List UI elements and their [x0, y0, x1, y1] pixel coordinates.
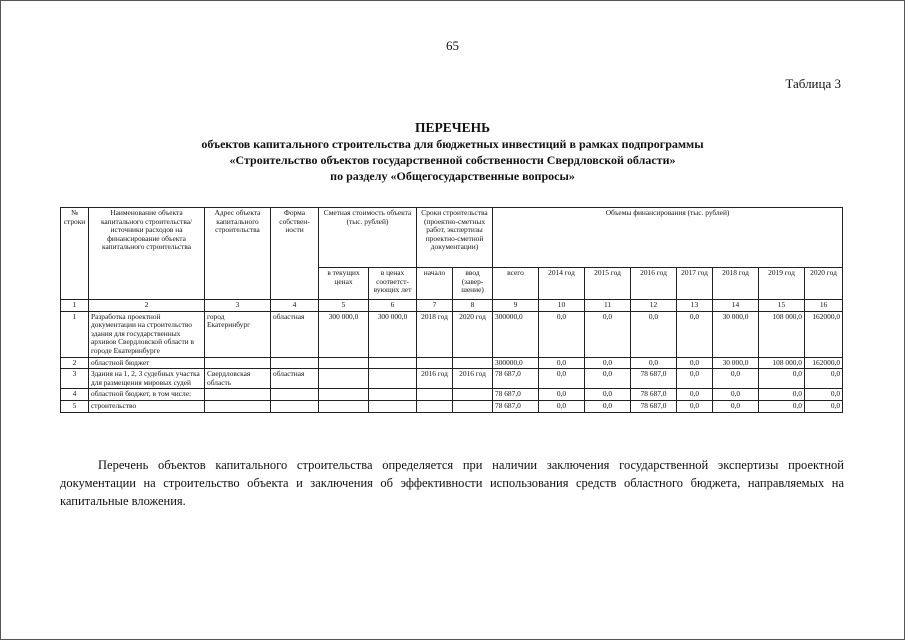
- object-name: Разработка проектной документации на строительство здания для государственных архивов Свердловской области в городе Екатеринбурге: [89, 311, 205, 357]
- page-number: 65: [446, 38, 459, 53]
- header-year: 2017 год: [677, 268, 713, 300]
- cost-current: [319, 400, 369, 412]
- table-row: [61, 369, 843, 389]
- header-address: Адрес объекта капитального строительства: [205, 208, 271, 300]
- column-number: 2: [89, 300, 205, 312]
- header-year: 2015 год: [585, 268, 631, 300]
- footnote-paragraph: Перечень объектов капитального строительства определяется при наличии заключения государственной экспертизы проектной документации на строительство объекта и заключения об эффективности использования средств областного бюджета, направляемых на капитальные вложения.: [60, 458, 844, 508]
- object-address: [205, 357, 271, 369]
- total-financing: 300000,0: [493, 357, 539, 369]
- column-number: 13: [677, 300, 713, 312]
- start-year: [417, 389, 453, 401]
- subtitle-line: объектов капитального строительства для бюджетных инвестиций в рамках подпрограммы: [201, 137, 704, 151]
- financing-2017: 0,0: [677, 311, 713, 357]
- row-number: 3: [61, 369, 89, 389]
- object-address: город Екатеринбург: [205, 311, 271, 357]
- table-row: [61, 357, 843, 369]
- financing-2017: 0,0: [677, 400, 713, 412]
- financing-2014: 0,0: [539, 369, 585, 389]
- ownership-form: [271, 389, 319, 401]
- financing-2018: 0,0: [713, 400, 759, 412]
- document-title: ПЕРЕЧЕНЬ: [414, 120, 491, 135]
- financing-2019: 108 000,0: [759, 357, 805, 369]
- column-number: 14: [713, 300, 759, 312]
- financing-2016: 78 687,0: [631, 369, 677, 389]
- cost-current: [319, 389, 369, 401]
- header-cost-adjusted: в ценах соответст-вующих лет: [369, 268, 417, 300]
- subtitle-line: «Строительство объектов государственной собственности Свердловской области»: [229, 153, 676, 167]
- header-cost-current: в текущих ценах: [319, 268, 369, 300]
- header-year: 2020 год: [805, 268, 843, 300]
- object-name: строительство: [89, 400, 205, 412]
- financing-2019: 0,0: [759, 400, 805, 412]
- row-number: 5: [61, 400, 89, 412]
- financing-2018: 30 000,0: [713, 311, 759, 357]
- column-number: 4: [271, 300, 319, 312]
- table-row: [61, 389, 843, 401]
- financing-2016: 78 687,0: [631, 400, 677, 412]
- financing-2014: 0,0: [539, 400, 585, 412]
- cost-current: [319, 369, 369, 389]
- financing-2014: 0,0: [539, 357, 585, 369]
- ownership-form: областная: [271, 369, 319, 389]
- subtitle-line: по разделу «Общегосударственные вопросы»: [330, 169, 575, 183]
- column-number: 8: [453, 300, 493, 312]
- financing-2018: 0,0: [713, 369, 759, 389]
- financing-2014: 0,0: [539, 389, 585, 401]
- financing-2015: 0,0: [585, 389, 631, 401]
- end-year: [453, 400, 493, 412]
- object-name: областной бюджет, в том числе:: [89, 389, 205, 401]
- column-number: 7: [417, 300, 453, 312]
- table-row: [61, 311, 843, 357]
- header-year: 2014 год: [539, 268, 585, 300]
- start-year: [417, 400, 453, 412]
- header-terms: Сроки строительства (проектно-сметных работ, экспертизы проектно-сметной документации): [417, 208, 493, 268]
- header-financing: Объемы финансирования (тыс. рублей): [493, 208, 843, 268]
- total-financing: 78 687,0: [493, 400, 539, 412]
- cost-current: 300 000,0: [319, 311, 369, 357]
- cost-current: [319, 357, 369, 369]
- financing-2020: 0,0: [805, 400, 843, 412]
- column-number: 6: [369, 300, 417, 312]
- start-year: [417, 357, 453, 369]
- financing-2018: 0,0: [713, 389, 759, 401]
- financing-2015: 0,0: [585, 357, 631, 369]
- financing-2019: 108 000,0: [759, 311, 805, 357]
- financing-2016: 0,0: [631, 311, 677, 357]
- total-financing: 78 687,0: [493, 369, 539, 389]
- object-address: Свердловская область: [205, 369, 271, 389]
- financing-2017: 0,0: [677, 369, 713, 389]
- capital-construction-table: [60, 207, 843, 413]
- header-ownership: Форма собствен-ности: [271, 208, 319, 300]
- column-number: 1: [61, 300, 89, 312]
- header-total: всего: [493, 268, 539, 300]
- column-number-row: [61, 300, 843, 312]
- financing-2016: 78 687,0: [631, 389, 677, 401]
- header-year: 2018 год: [713, 268, 759, 300]
- financing-2020: 162000,0: [805, 311, 843, 357]
- financing-2015: 0,0: [585, 311, 631, 357]
- cost-adjusted: [369, 357, 417, 369]
- financing-2014: 0,0: [539, 311, 585, 357]
- end-year: [453, 389, 493, 401]
- end-year: 2016 год: [453, 369, 493, 389]
- start-year: 2016 год: [417, 369, 453, 389]
- ownership-form: областная: [271, 311, 319, 357]
- column-number: 10: [539, 300, 585, 312]
- financing-2020: 0,0: [805, 369, 843, 389]
- financing-2015: 0,0: [585, 369, 631, 389]
- column-number: 9: [493, 300, 539, 312]
- cost-adjusted: 300 000,0: [369, 311, 417, 357]
- financing-2017: 0,0: [677, 389, 713, 401]
- header-year: 2019 год: [759, 268, 805, 300]
- header-row-no: № строки: [61, 208, 89, 300]
- financing-2016: 0,0: [631, 357, 677, 369]
- row-number: 4: [61, 389, 89, 401]
- column-number: 3: [205, 300, 271, 312]
- row-number: 1: [61, 311, 89, 357]
- document-heading: [0, 120, 905, 184]
- column-number: 5: [319, 300, 369, 312]
- end-year: 2020 год: [453, 311, 493, 357]
- start-year: 2018 год: [417, 311, 453, 357]
- header-cost: Сметная стоимость объекта (тыс. рублей): [319, 208, 417, 268]
- cost-adjusted: [369, 369, 417, 389]
- ownership-form: [271, 357, 319, 369]
- column-number: 11: [585, 300, 631, 312]
- column-number: 16: [805, 300, 843, 312]
- header-year: 2016 год: [631, 268, 677, 300]
- total-financing: 78 687,0: [493, 389, 539, 401]
- header-start: начало: [417, 268, 453, 300]
- financing-2019: 0,0: [759, 389, 805, 401]
- financing-2018: 30 000,0: [713, 357, 759, 369]
- financing-2020: 162000,0: [805, 357, 843, 369]
- object-address: [205, 389, 271, 401]
- row-number: 2: [61, 357, 89, 369]
- financing-2015: 0,0: [585, 400, 631, 412]
- financing-2017: 0,0: [677, 357, 713, 369]
- ownership-form: [271, 400, 319, 412]
- cost-adjusted: [369, 400, 417, 412]
- financing-2019: 0,0: [759, 369, 805, 389]
- header-name: Наименование объекта капитального строительства/ источники расходов на финансирование объекта капитального строительства: [89, 208, 205, 300]
- column-number: 15: [759, 300, 805, 312]
- object-name: Здания на 1, 2, 3 судебных участка для размещения мировых судей: [89, 369, 205, 389]
- header-end: ввод (завер-шение): [453, 268, 493, 300]
- column-number: 12: [631, 300, 677, 312]
- end-year: [453, 357, 493, 369]
- cost-adjusted: [369, 389, 417, 401]
- total-financing: 300000,0: [493, 311, 539, 357]
- object-name: областной бюджет: [89, 357, 205, 369]
- table-label: Таблица 3: [785, 76, 841, 91]
- object-address: [205, 400, 271, 412]
- financing-2020: 0,0: [805, 389, 843, 401]
- table-row: [61, 400, 843, 412]
